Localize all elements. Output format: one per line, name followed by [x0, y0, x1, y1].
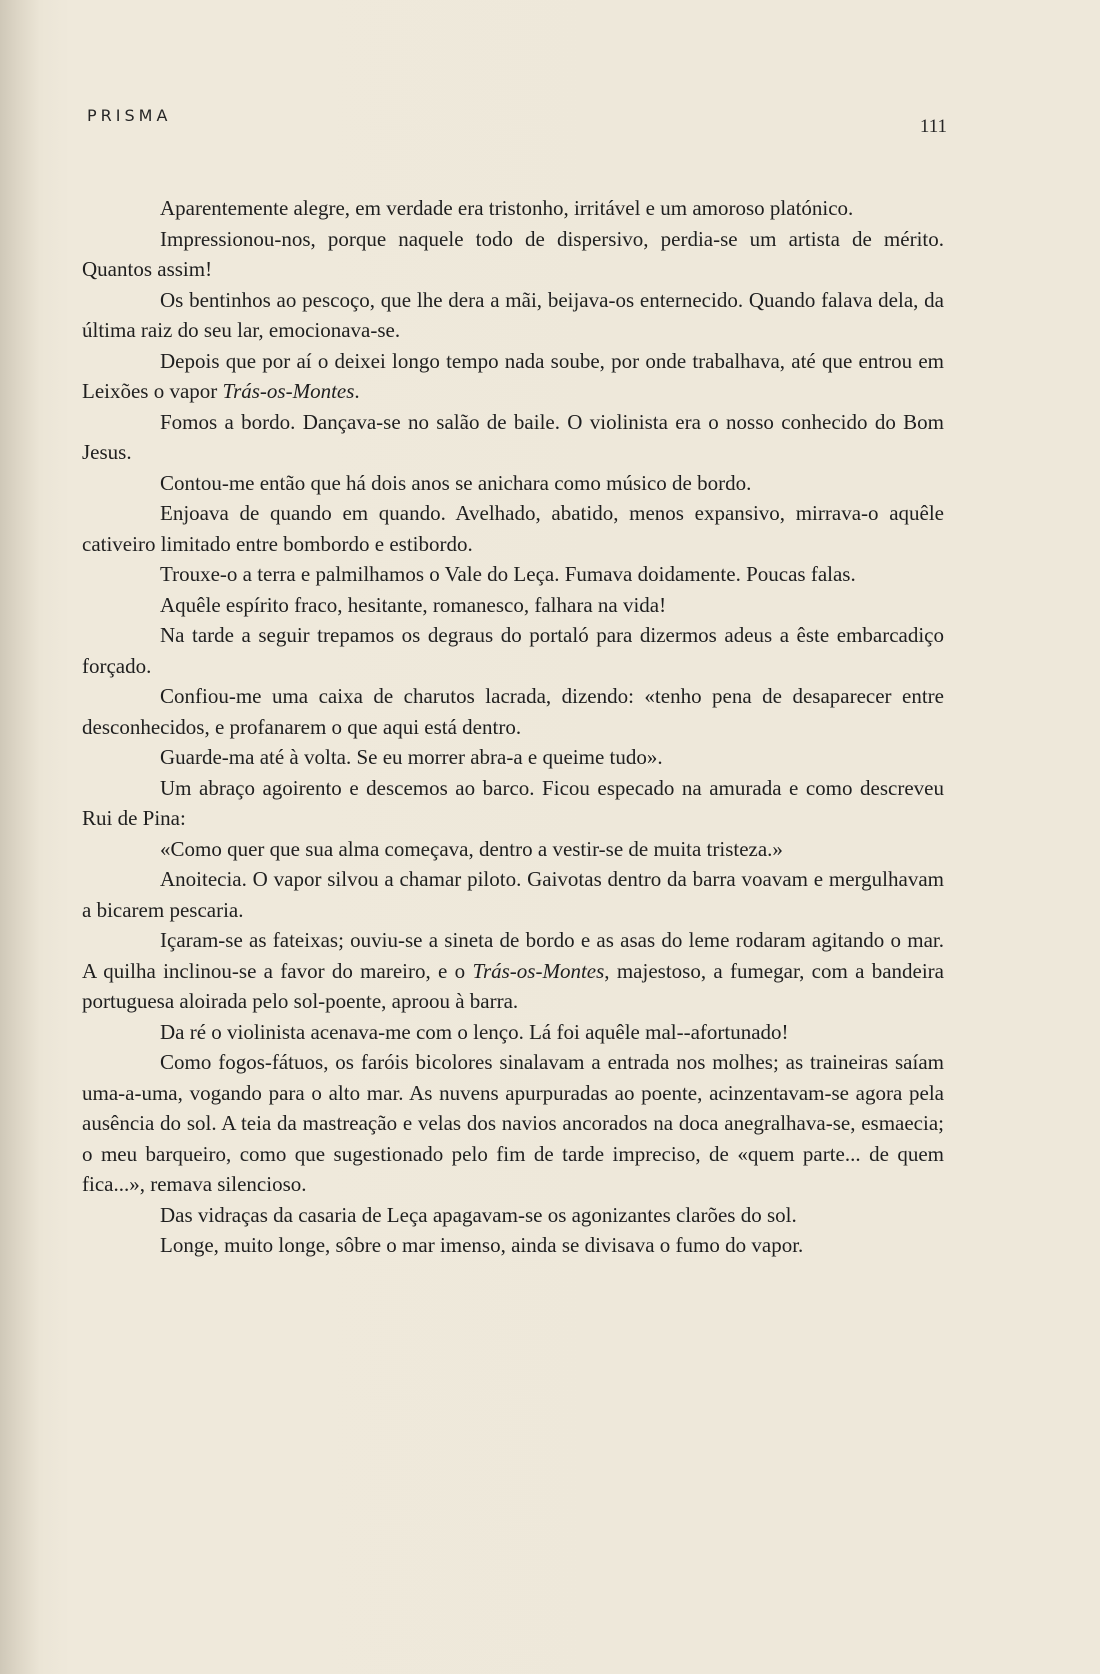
page-header: [87, 106, 947, 137]
paragraph: Aparentemente alegre, em verdade era tristonho, irritável e um amoroso platónico.: [160, 196, 854, 220]
paragraph: Trouxe-o a terra e palmilhamos o Vale do Leça. Fumava doidamente. Poucas falas.: [160, 562, 856, 586]
paragraph: Longe, muito longe, sôbre o mar imenso, ainda se divisava o fumo do vapor.: [160, 1233, 804, 1257]
paragraph: Na tarde a seguir trepamos os degraus do portaló para dizermos adeus a êste embarcadiço forçado.: [82, 623, 944, 678]
paragraph: Um abraço agoirento e descemos ao barco. Ficou especado na amurada e como descreveu Rui de Pina:: [82, 775, 944, 830]
text-run: .: [354, 379, 360, 403]
page-number: 111: [919, 116, 947, 137]
paragraph: Impressionou-nos, porque naquele todo de dispersivo, perdia-se um artista de mérito. Quantos assim!: [82, 226, 944, 281]
paragraph: [82, 346, 944, 407]
paragraph: Da ré o violinista acenava-me com o lenço. Lá foi aquêle mal--afortunado!: [160, 1019, 789, 1044]
paragraph: Contou-me então que há dois anos se anichara como músico de bordo.: [160, 470, 752, 495]
text-run: Depois que por aí o deixei longo tempo nada soube, por onde trabalhava, até que entrou em Leixões o vapor: [82, 348, 944, 403]
ship-name: Trás-os-Montes: [472, 958, 605, 983]
paragraph: Confiou-me uma caixa de charutos lacrada, dizendo: «tenho pena de desaparecer entre desconhecidos, e profanarem o que aqui está dentro.: [82, 684, 944, 739]
paragraph: Aquêle espírito fraco, hesitante, romanesco, falhara na vida!: [160, 592, 667, 617]
running-head: PRISMA: [87, 106, 172, 125]
paragraph: Das vidraças da casaria de Leça apagavam-se os agonizantes clarões do sol.: [160, 1202, 797, 1227]
paragraph: Como fogos-fátuos, os faróis bicolores sinalavam a entrada nos molhes; as traineiras saíam uma-a-uma, vogando para o alto mar. As nuvens apurpuradas ao poente, acinzentavam-se agora pela ausência do sol. A teia da mastreação e velas dos navios ancorados na doca anegralhava-se, esmaecia; o meu barqueiro, como que sugestionado pelo fim de tarde impreciso, de «quem parte... de quem fica...», remava silencioso.: [82, 1050, 944, 1196]
paragraph: Guarde-ma até à volta. Se eu morrer abra-a e queime tudo».: [160, 745, 663, 769]
paragraph: Fomos a bordo. Dançava-se no salão de baile. O violinista era o nosso conhecido do Bom Jesus.: [82, 409, 944, 464]
ship-name: Trás-os-Montes: [222, 379, 355, 403]
text-run: Içaram-se as fateixas; ouviu-se a sineta de bordo e as asas do leme rodaram agitando o mar. A quilha inclinou-se a favor do mareiro, e o: [82, 928, 944, 983]
paragraph: Enjoava de quando em quando. Avelhado, abatido, menos expansivo, mirrava-o aquêle cativeiro limitado entre bombordo e estibordo.: [82, 501, 944, 556]
text-run: , majestoso, a fumegar, com a bandeira portuguesa aloirada pelo sol-poente, aproou à barra.: [82, 958, 944, 1013]
paragraph: «Como quer que sua alma começava, dentro a vestir-se de muita tristeza.»: [160, 836, 783, 861]
paragraph: [82, 925, 944, 1017]
paragraph: Os bentinhos ao pescoço, que lhe dera a mãi, beijava-os enternecido. Quando falava dela, da última raiz do seu lar, emocionava-se.: [82, 287, 944, 342]
paragraph: Anoitecia. O vapor silvou a chamar piloto. Gaivotas dentro da barra voavam e mergulhavam a bicarem pescaria.: [82, 867, 944, 922]
body-text: [82, 193, 944, 1261]
